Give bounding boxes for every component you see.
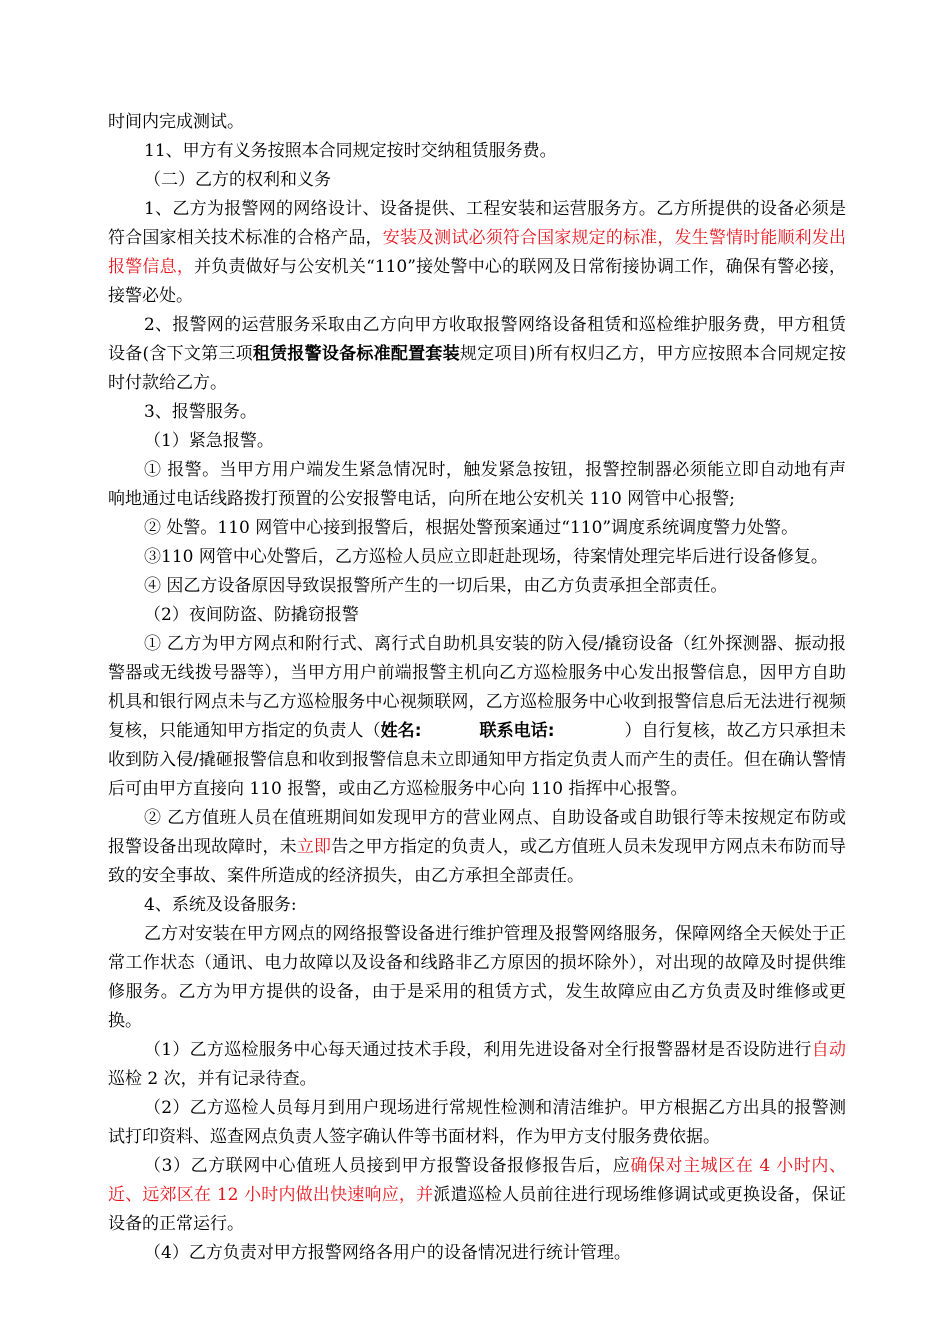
paragraph-dispatch: ② 处警。110 网管中心接到报警后，根据处警预案通过“110”调度系统调度警力处警。 [144,518,799,538]
text: 2、报警网的运营服务采取由乙方向甲方收取报警网络设备租赁和巡检维护服务费，甲方租赁设备(含下文第三项 [108,315,846,364]
paragraph-intrusion-devices [108,630,846,804]
name-label: 姓名: [380,721,422,741]
text: 巡检 2 次，并有记录待查。 [108,1069,317,1089]
section-heading-party-b: （二）乙方的权利和义务 [144,170,331,190]
paragraph-daily-inspection [108,1036,846,1094]
text: ② 乙方值班人员在值班期间如发现甲方的营业网点、自助设备或自助银行等未按规定布防或报警设备出现故障时，未 [108,808,846,857]
bold-text: 租赁报警设备标准配置套装 [252,344,460,364]
highlighted-text: 自动 [811,1040,846,1060]
text: 并负责做好与公安机关“110”接处警中心的联网及日常衔接协调工作，确保有警必接，接警必处。 [108,257,847,306]
paragraph-alarm-service: 3、报警服务。 [144,402,257,422]
text: （3）乙方联网中心值班人员接到甲方报警设备报修报告后，应 [144,1156,631,1176]
text: ① 乙方为甲方网点和附行式、离行式自助机具安装的防入侵/撬窃设备（红外探测器、振动报警器或无线拨号器等），当甲方用户前端报警主机向乙方巡检服务中心发出报警信息，因甲方自助机具和银行网点未与乙方巡检服务中心视频联网，乙方巡检服务中心收到报警信息后无法进行视频复核，只能通知甲方指定的负责人（ [108,634,846,741]
paragraph-party-b-item-2 [108,311,846,398]
highlighted-text: 安装及测试必须符合国家规定的标准，发生警情时能顺利发出报警信息， [108,228,847,277]
highlighted-text: 立即 [296,837,332,857]
paragraph-response-time [108,1152,846,1239]
paragraph-on-duty-staff [108,804,846,891]
phone-label: 联系电话: [479,721,555,741]
text: （1）乙方巡检服务中心每天通过技术手段，利用先进设备对全行报警器材是否设防进行 [144,1040,812,1060]
text: 1、乙方为报警网的网络设计、设备提供、工程安装和运营服务方。乙方所提供的设备必须是符合国家相关技术标准的合格产品， [108,199,846,248]
text: 告之甲方指定的负责人，或乙方值班人员未发现甲方网点未布防而导致的安全事故、案件所造成的经济损失，由乙方承担全部责任。 [108,837,847,886]
paragraph-liability: ④ 因乙方设备原因导致误报警所产生的一切后果，由乙方负责承担全部责任。 [144,576,728,596]
paragraph-party-b-item-1 [108,195,846,311]
subheading-emergency-alarm: （1）紧急报警。 [144,431,274,451]
highlighted-text: 确保对主城区在 4 小时内、近、远郊区在 12 小时内做出快速响应，并 [108,1156,846,1205]
paragraph-monthly-inspection: （2）乙方巡检人员每月到用户现场进行常规性检测和清洁维护。甲方根据乙方出具的报警测试打印资料、巡查网点负责人签字确认件等书面材料，作为甲方支付服务费依据。 [108,1098,846,1147]
subheading-night-theft-alarm: （2）夜间防盗、防撬窃报警 [144,605,359,625]
paragraph-statistics: （4）乙方负责对甲方报警网络各用户的设备情况进行统计管理。 [144,1243,631,1263]
paragraph-alarm: ① 报警。当甲方用户端发生紧急情况时，触发紧急按钮，报警控制器必须能立即自动地有声响地通过电话线路拨打预置的公安报警电话，向所在地公安机关 110 网管中心报警; [108,460,846,509]
text: 派遣巡检人员前往进行现场维修调试或更换设备，保证设备的正常运行。 [108,1185,846,1234]
paragraph-test-completion: 时间内完成测试。 [108,112,244,132]
paragraph-clause-11: 11、甲方有义务按照本合同规定按时交纳租赁服务费。 [144,141,557,161]
text: ）自行复核，故乙方只承担未收到防入侵/撬砸报警信息和收到报警信息未立即通知甲方指定负责人而产生的责任。但在确认警情后可由甲方直接向 110 报警，或由乙方巡检服务中心向 110 指挥中心报警。 [108,721,846,799]
paragraph-maintenance: 乙方对安装在甲方网点的网络报警设备进行维护管理及报警网络服务，保障网络全天候处于正常工作状态（通讯、电力故障以及设备和线路非乙方原因的损坏除外），对出现的故障及时提供维修服务。乙方为甲方提供的设备，由于是采用的租赁方式，发生故障应由乙方负责及时维修或更换。 [108,924,846,1031]
text: 规定项目)所有权归乙方，甲方应按照本合同规定按时付款给乙方。 [108,344,847,393]
paragraph-repair: ③110 网管中心处警后，乙方巡检人员应立即赶赴现场，待案情处理完毕后进行设备修复。 [144,547,828,567]
paragraph-system-service: 4、系统及设备服务: [144,895,297,915]
contract-page [108,108,846,1268]
